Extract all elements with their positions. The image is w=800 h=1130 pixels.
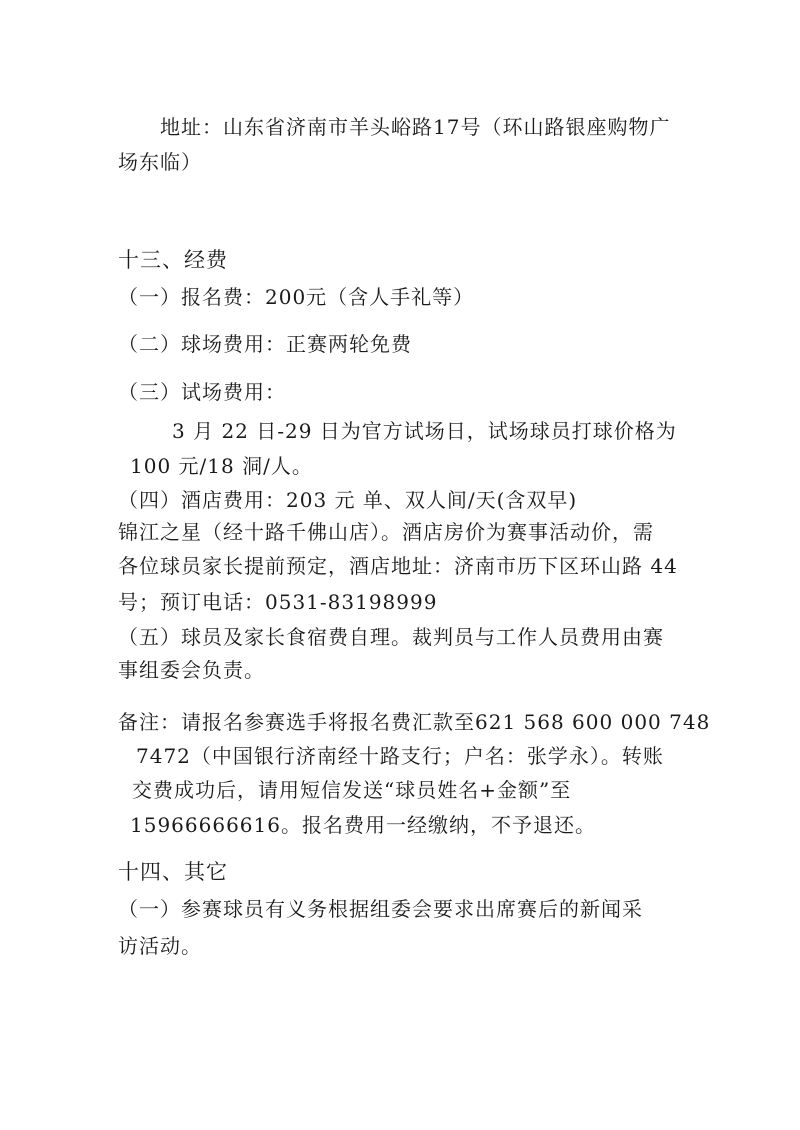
- section-13-item-5-line-1: （五）球员及家长食宿费自理。裁判员与工作人员费用由赛: [118, 625, 664, 649]
- note-line-2: 7472（中国银行济南经十路支行；户名：张学永）。转账: [136, 744, 664, 768]
- section-13-item-5-line-2: 事组委会负责。: [118, 658, 265, 682]
- section-13-item-3-detail-1: 3 月 22 日-29 日为官方试场日，试场球员打球价格为: [172, 419, 677, 443]
- section-13-item-2: （二）球场费用：正赛两轮免费: [118, 332, 412, 356]
- note-line-4: 15966666616。报名费用一经缴纳，不予退还。: [130, 813, 596, 837]
- section-14-item-1-line-2: 访活动。: [118, 934, 202, 958]
- address-line-1: 地址：山东省济南市羊头峪路17号（环山路银座购物广: [160, 115, 671, 139]
- note-line-3: 交费成功后，请用短信发送“球员姓名+金额”至: [132, 778, 572, 802]
- section-13-item-4: （四）酒店费用：203 元 单、双人间/天(含双早): [118, 488, 578, 512]
- section-13-item-4-detail-2: 各位球员家长提前预定，酒店地址：济南市历下区环山路 44: [118, 554, 678, 578]
- section-13-item-4-detail-1: 锦江之星（经十路千佛山店）。酒店房价为赛事活动价，需: [118, 520, 654, 544]
- section-13-heading: 十三、经费: [118, 248, 228, 272]
- address-line-2: 场东临）: [118, 150, 202, 174]
- section-14-item-1-line-1: （一）参赛球员有义务根据组委会要求出席赛后的新闻采: [118, 897, 643, 921]
- section-13-item-4-detail-3: 号；预订电话：0531-83198999: [118, 590, 438, 614]
- section-13-item-1: （一）报名费：200元（含人手礼等）: [118, 285, 475, 309]
- note-line-1: 备注：请报名参赛选手将报名费汇款至621 568 600 000 748: [118, 710, 711, 734]
- section-13-item-3: （三）试场费用：: [118, 380, 286, 404]
- section-13-item-3-detail-2: 100 元/18 洞/人。: [130, 454, 313, 478]
- section-14-heading: 十四、其它: [118, 860, 228, 884]
